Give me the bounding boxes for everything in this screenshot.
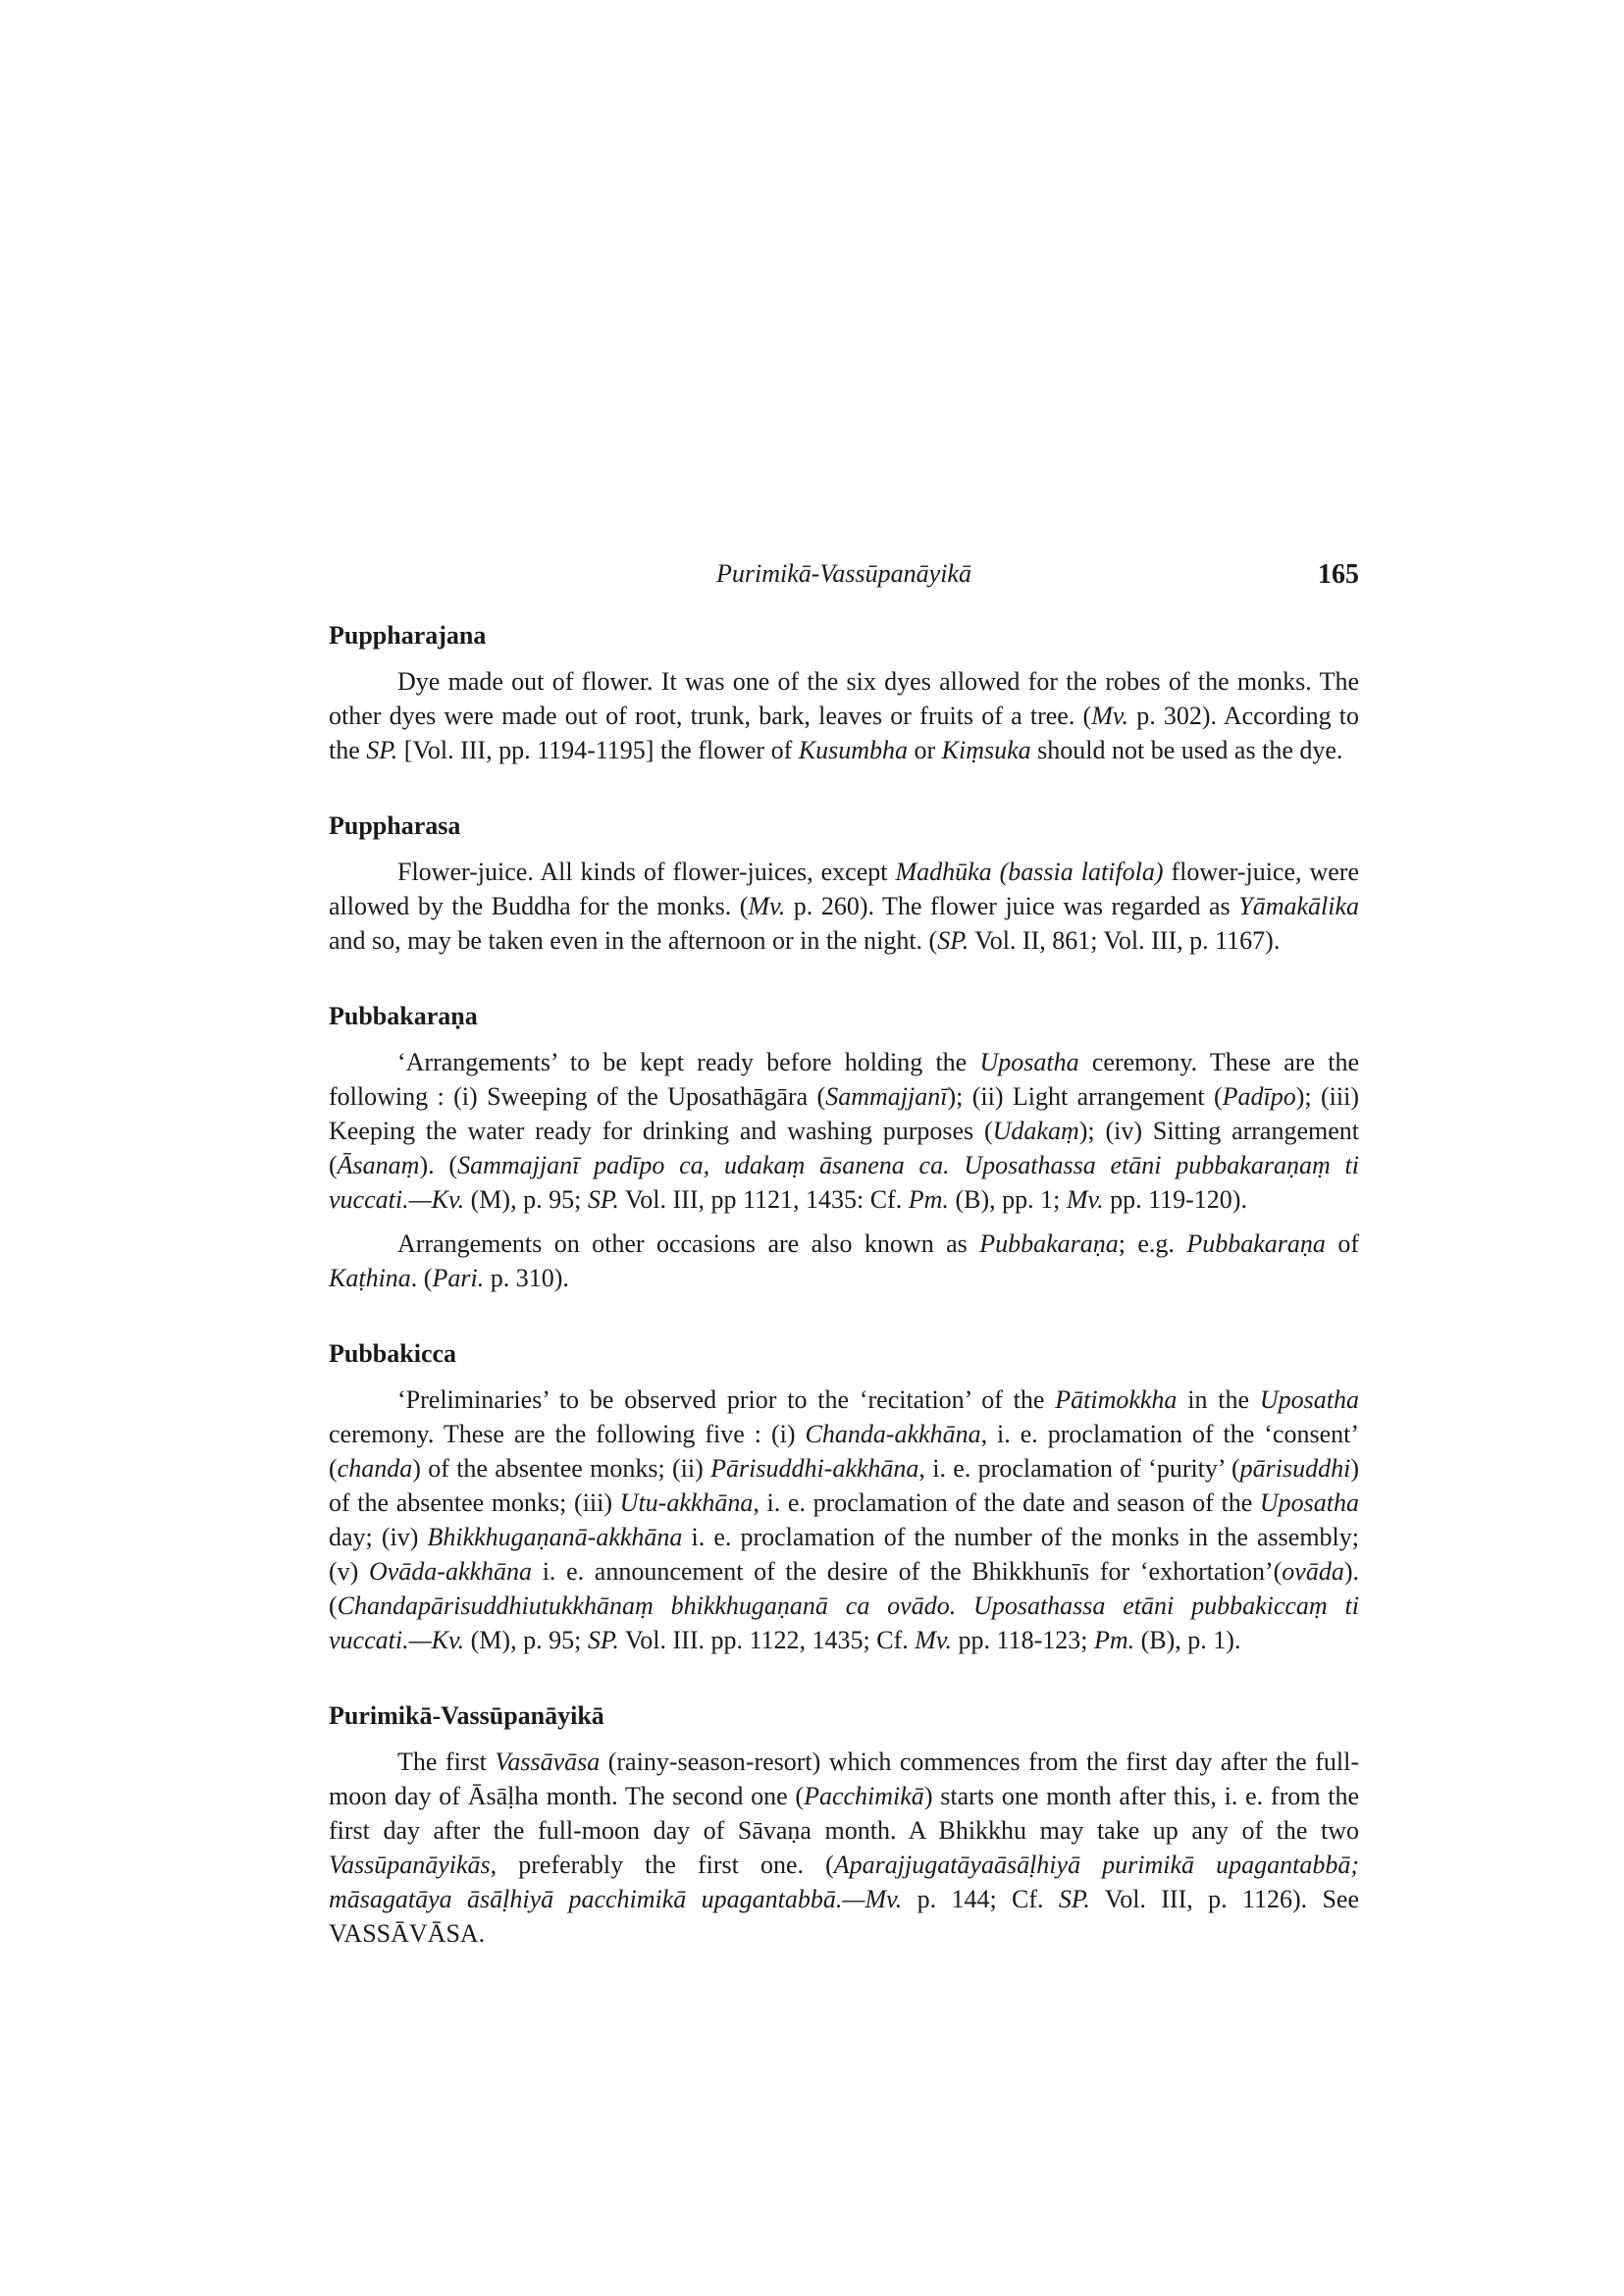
text-run: ) of the absentee monks; (ii) <box>412 1454 711 1483</box>
italic-text: Padīpo <box>1222 1082 1296 1111</box>
italic-text: Pacchimikā <box>804 1782 924 1810</box>
italic-text: Utu-akkhāna <box>619 1488 754 1517</box>
text-run: Flower-juice. All kinds of flower-juices, except <box>397 858 896 886</box>
italic-text: SP. <box>937 926 969 955</box>
text-run: should not be used as the dye. <box>1030 736 1343 764</box>
italic-text: Yāmakālika <box>1238 892 1359 920</box>
italic-text: Sammajjanī padīpo ca, udakaṃ āsanena ca. Uposathassa etāni pubbakaraṇaṃ ti vuccati.—Kv. <box>329 1151 1359 1214</box>
entry-paragraph <box>329 1383 1359 1657</box>
italic-text: Vassāvāsa <box>495 1748 601 1776</box>
italic-text: Mv. <box>748 892 786 920</box>
italic-text: Pubbakaraṇa <box>1186 1229 1326 1258</box>
italic-text: Pātimokkha <box>1055 1385 1178 1414</box>
italic-text: Kiṃsuka <box>941 736 1031 764</box>
text-run: Vol. III, p. 1126). See VASSĀVĀSA. <box>329 1885 1359 1948</box>
italic-text: Uposatha <box>1259 1385 1359 1414</box>
italic-text: Mv. <box>1066 1185 1104 1214</box>
text-run: i. e. announcement of the desire of the Bhikkhunīs for ‘exhortation’( <box>532 1557 1283 1586</box>
italic-text: pārisuddhi <box>1239 1454 1351 1483</box>
entry-paragraph <box>329 1226 1359 1295</box>
text-run: or <box>908 736 942 764</box>
text-run: Vol. II, 861; Vol. III, p. 1167). <box>969 926 1281 955</box>
italic-text: Bhikkhugaṇanā-akkhāna <box>427 1523 683 1551</box>
entry-headword: Pubbakaraṇa <box>329 1002 478 1030</box>
entry-headword: Puppharasa <box>329 811 461 840</box>
italic-text: SP. <box>1058 1885 1090 1913</box>
text-run: Vol. III. pp. 1122, 1435; Cf. <box>618 1626 916 1654</box>
italic-text: Mv. <box>1091 702 1128 730</box>
text-run: ). ( <box>419 1151 458 1179</box>
text-run: p. 310). <box>484 1264 569 1292</box>
entry-headword: Pubbakicca <box>329 1339 457 1368</box>
italic-text: Vassūpanāyikās <box>329 1851 491 1879</box>
entry-paragraph <box>329 1045 1359 1217</box>
text-run: The first <box>397 1748 496 1776</box>
dictionary-entry <box>329 1336 1359 1657</box>
text-run: (B), p. 1). <box>1134 1626 1241 1654</box>
italic-text: Udakaṃ <box>992 1117 1079 1145</box>
italic-text: SP. <box>587 1185 619 1214</box>
text-run: (M), p. 95; <box>464 1626 588 1654</box>
text-run: p. 144; Cf. <box>902 1885 1059 1913</box>
text-run: day; (iv) <box>329 1523 428 1551</box>
italic-text: ovāda <box>1282 1557 1344 1586</box>
text-run: , i. e. proclamation of ‘purity’ ( <box>918 1454 1240 1483</box>
text-run: (M), p. 95; <box>464 1185 588 1214</box>
text-run: of <box>1325 1229 1359 1258</box>
text-run: ; e.g. <box>1118 1229 1187 1258</box>
text-run: , i. e. proclamation of the ‘consent’ ( <box>329 1420 1359 1483</box>
text-run: Dye made out of flower. It was one of the six dyes allowed for the robes of the monks. The other dyes were made out of root, trunk, bark, leaves or fruits of a tree. ( <box>329 667 1359 730</box>
text-run: Vol. III, pp 1121, 1435: Cf. <box>618 1185 909 1214</box>
page-number: 165 <box>1318 559 1359 590</box>
text-run: i. e. proclamation of the number of the monks in the assembly; (v) <box>329 1523 1359 1586</box>
text-run: Arrangements on other occasions are also known as <box>397 1229 980 1258</box>
entry-paragraph <box>329 1745 1359 1951</box>
text-run: flower-juice, were allowed by the Buddha for the monks. ( <box>329 858 1359 920</box>
entries-list <box>329 618 1359 1992</box>
text-run: ); (ii) Light arrangement ( <box>947 1082 1223 1111</box>
text-run: ) starts one month after this, i. e. from the first day after the full-moon day of Sāvaṇa month. A Bhikkhu may take up any of the two <box>329 1782 1360 1845</box>
running-head <box>329 559 1359 599</box>
text-run: ). ( <box>329 1557 1359 1620</box>
text-run: ceremony. These are the following : (i) Sweeping of the Uposathāgāra ( <box>329 1048 1359 1111</box>
dictionary-entry <box>329 809 1359 958</box>
running-title: Purimikā-Vassūpanāyikā <box>716 559 971 588</box>
italic-text: Pm. <box>1093 1626 1135 1654</box>
entry-paragraph <box>329 664 1359 767</box>
italic-text: Pari. <box>432 1264 485 1292</box>
text-run: pp. 119-120). <box>1103 1185 1247 1214</box>
dictionary-entry <box>329 1698 1359 1951</box>
italic-text: Pm. <box>908 1185 949 1214</box>
italic-text: Uposatha <box>1259 1488 1359 1517</box>
italic-text: SP. <box>366 736 398 764</box>
italic-text: Ovāda-akkhāna <box>368 1557 533 1586</box>
italic-text: Kusumbha <box>798 736 908 764</box>
italic-text: chanda <box>337 1454 413 1483</box>
text-run: ‘Arrangements’ to be kept ready before holding the <box>397 1048 980 1076</box>
italic-text: Chanda-akkhāna <box>805 1420 981 1448</box>
text-run: , preferably the first one. ( <box>490 1851 834 1879</box>
text-run: ); (iv) Sitting arrangement ( <box>329 1117 1359 1179</box>
italic-text: Pārisuddhi-akkhāna <box>710 1454 919 1483</box>
italic-text: Sammajjanī <box>825 1082 948 1111</box>
dictionary-entry <box>329 999 1359 1295</box>
text-run: ) of the absentee monks; (iii) <box>329 1454 1359 1517</box>
italic-text: Uposatha <box>979 1048 1079 1076</box>
text-run: ); (iii) Keeping the water ready for drinking and washing purposes ( <box>329 1082 1359 1145</box>
italic-text: Aparajjugatāyaāsāḷhiyā purimikā upagantabbā; māsagatāya āsāḷhiyā pacchimikā upagantabbā.—Mv. <box>329 1851 1359 1913</box>
text-run: and so, may be taken even in the afternoon or in the night. ( <box>329 926 938 955</box>
text-run: pp. 118-123; <box>952 1626 1094 1654</box>
text-run: , i. e. proclamation of the date and season of the <box>753 1488 1260 1517</box>
text-run: ceremony. These are the following five : (i) <box>329 1420 806 1448</box>
text-run: . ( <box>410 1264 433 1292</box>
entry-headword: Purimikā-Vassūpanāyikā <box>329 1701 604 1730</box>
text-run: p. 302). According to the <box>329 702 1360 764</box>
dictionary-entry <box>329 618 1359 767</box>
italic-text: SP. <box>587 1626 619 1654</box>
text-run: (rainy-season-resort) which commences from the first day after the full-moon day of Āsāḷha month. The second one ( <box>329 1748 1359 1810</box>
italic-text: Āsanaṃ <box>337 1151 420 1179</box>
text-run: ‘Preliminaries’ to be observed prior to the ‘recitation’ of the <box>397 1385 1056 1414</box>
text-run: in the <box>1177 1385 1260 1414</box>
text-run: (B), pp. 1; <box>948 1185 1067 1214</box>
italic-text: Mv. <box>915 1626 953 1654</box>
italic-text: Pubbakaraṇa <box>979 1229 1119 1258</box>
text-run: [Vol. III, pp. 1194-1195] the flower of <box>397 736 799 764</box>
italic-text: Chandapārisuddhiutukkhānaṃ bhikkhugaṇanā ca ovādo. Uposathassa etāni pubbakiccaṃ ti vuccati.—Kv. <box>329 1592 1359 1654</box>
text-run: p. 260). The flower juice was regarded as <box>785 892 1239 920</box>
italic-text: Madhūka (bassia latifola) <box>895 858 1164 886</box>
entry-paragraph <box>329 855 1359 958</box>
italic-text: Kaṭhina <box>329 1264 411 1292</box>
entry-headword: Puppharajana <box>329 621 487 650</box>
